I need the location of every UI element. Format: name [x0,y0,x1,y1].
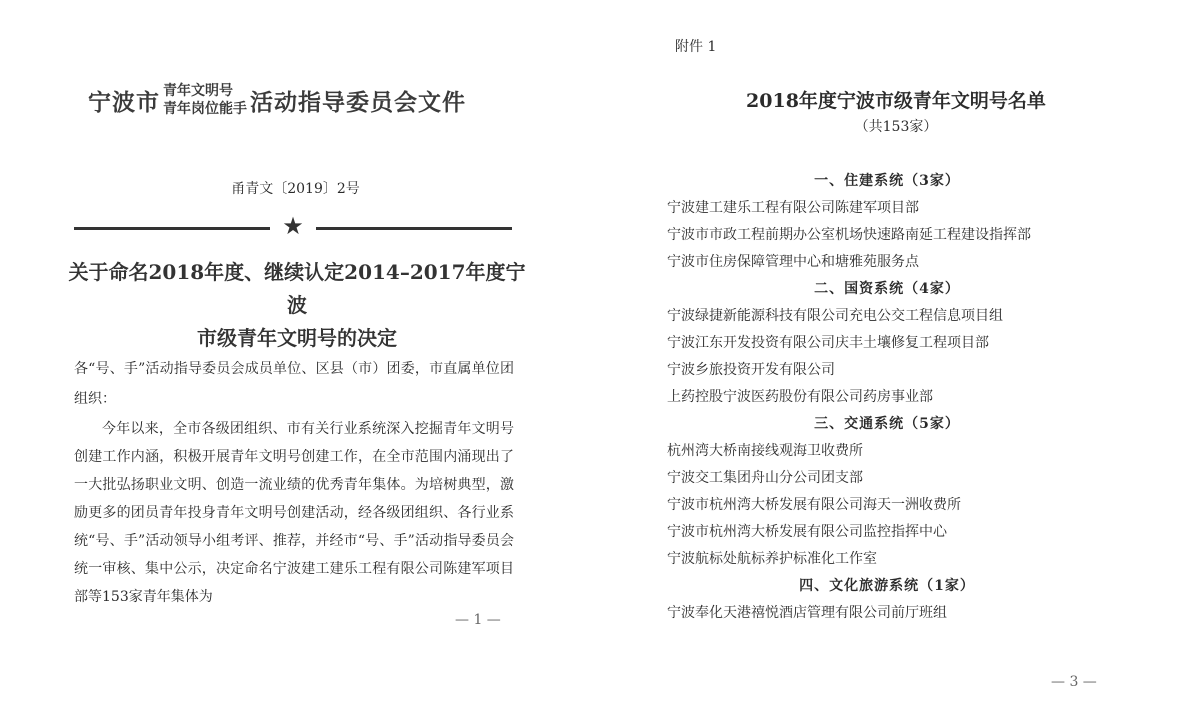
list-item: 宁波市杭州湾大桥发展有限公司海天一洲收费所 [667,497,961,513]
section-heading: 一、住建系统（3家） [814,173,960,189]
list-item: 宁波绿捷新能源科技有限公司充电公交工程信息项目组 [667,308,1003,324]
decision-title [62,256,532,355]
page-number: — 1 — [455,612,501,628]
list-item: 宁波市住房保障管理中心和塘雅苑服务点 [667,254,919,270]
list-item: 宁波市杭州湾大桥发展有限公司监控指挥中心 [667,524,947,540]
list-item: 宁波航标处航标养护标准化工作室 [667,551,877,567]
document-masthead [88,82,466,118]
list-item: 宁波奉化天港禧悦酒店管理有限公司前厅班组 [667,605,947,621]
honor-list [667,168,1107,627]
list-item: 宁波市市政工程前期办公室机场快速路南延工程建设指挥部 [667,227,1031,243]
masthead-program-top: 青年文明号 [163,83,233,99]
masthead-program-stack [163,82,247,118]
list-item: 上药控股宁波医药股份有限公司药房事业部 [667,389,933,405]
list-item: 宁波乡旅投资开发有限公司 [667,362,835,378]
section-heading: 四、文化旅游系统（1家） [799,578,975,594]
page-number: — 3 — [1051,674,1097,690]
document-number: 甬青文〔2019〕2号 [231,181,360,197]
header-divider [74,212,512,240]
masthead-city: 宁波市 [88,88,160,116]
list-total: （共153家） [854,119,938,135]
list-item: 宁波建工建乐工程有限公司陈建军项目部 [667,200,919,216]
masthead-program-bottom: 青年岗位能手 [163,101,247,117]
decision-title-line-1: 关于命名2018年度、继续认定2014–2017年度宁波 [68,260,526,317]
list-item: 宁波交工集团舟山分公司团支部 [667,470,863,486]
decision-title-line-2: 市级青年文明号的决定 [197,326,397,350]
right-page [591,0,1182,710]
list-item: 宁波江东开发投资有限公司庆丰土壤修复工程项目部 [667,335,989,351]
divider-rule-right [316,227,512,230]
section-heading: 三、交通系统（5家） [814,416,960,432]
body-paragraph: 今年以来，全市各级团组织、市有关行业系统深入挖掘青年文明号创建工作内涵，积极开展青年文明号创建工作，在全市范围内涌现出了一大批弘扬职业文明、创造一流业绩的优秀青年集体。为培树典型，激励更多的团员青年投身青年文明号创建活动，经各级团组织、各行业系统“号、手”活动领导小组考评、推荐，并经市“号、手”活动指导委员会统一审核、集中公示，决定命名宁波建工建乐工程有限公司陈建军项目部等153家青年集体为 [74,421,514,605]
list-title: 2018年度宁波市级青年文明号名单 [746,90,1046,112]
salutation: 各“号、手”活动指导委员会成员单位、区县（市）团委，市直属单位团组织： [74,361,514,407]
star-icon: ★ [282,212,304,240]
divider-rule-left [74,227,270,230]
section-heading: 二、国资系统（4家） [814,281,960,297]
list-item: 杭州湾大桥南接线观海卫收费所 [667,443,863,459]
attachment-label: 附件 1 [675,39,717,55]
masthead-suffix: 活动指导委员会文件 [250,88,466,116]
